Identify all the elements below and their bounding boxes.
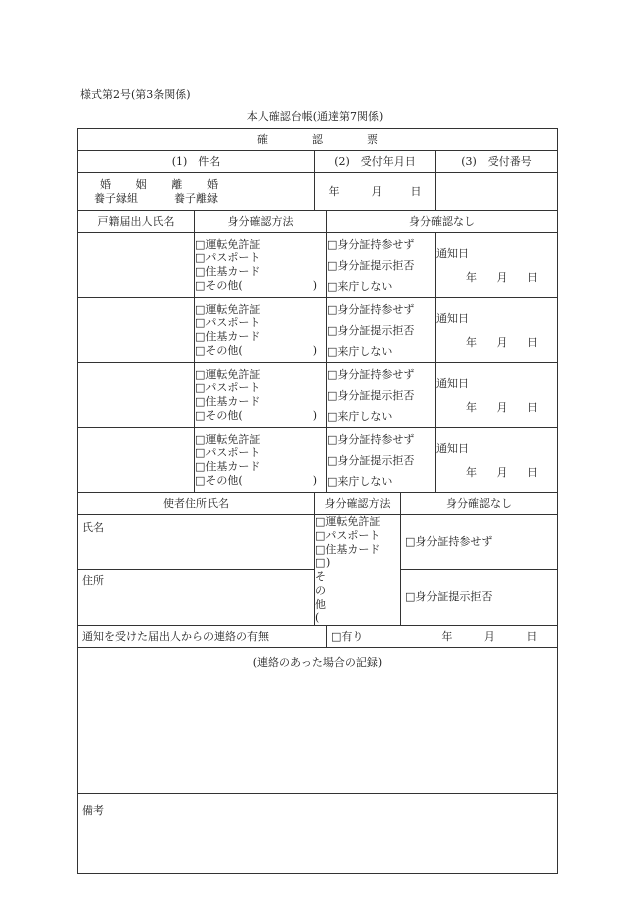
method-checklist: □運転免許証 □パスポート □住基カード □その他( ) [195, 363, 327, 428]
method-checklist: □運転免許証 □パスポート □住基カード □その他( ) [195, 428, 327, 493]
subject-header: (1) 件名 [78, 151, 315, 173]
notice-date-cell: 通知日 年 月 日 [436, 233, 558, 298]
messenger-method-checklist: □運転免許証 □パスポート □住基カード □その他( ) [315, 515, 401, 626]
messenger-none-2: □身分証提示拒否 [401, 569, 558, 625]
confirmation-table [77, 128, 558, 874]
notice-date-cell: 通知日 年 月 日 [436, 363, 558, 428]
remarks-cell[interactable]: 備考 [78, 794, 558, 874]
form-id: 様式第2号(第3条関係) [80, 88, 191, 101]
messenger-none-1: □身分証持参せず [401, 515, 558, 570]
messenger-header: 使者住所氏名 [78, 493, 315, 515]
none-checklist: □身分証持参せず □身分証提示拒否 □来庁しない [327, 428, 436, 493]
none-header: 身分確認なし [327, 211, 558, 233]
method-checklist: □運転免許証 □パスポート □住基カード □その他( ) [195, 233, 327, 298]
contact-label: 通知を受けた届出人からの連絡の有無 [78, 626, 327, 648]
notice-date-cell: 通知日 年 月 日 [436, 298, 558, 363]
notifier-name-cell[interactable] [78, 363, 195, 428]
none-checklist: □身分証持参せず □身分証提示拒否 □来庁しない [327, 298, 436, 363]
messenger-name-cell[interactable]: 氏名 [78, 515, 315, 570]
messenger-method-header: 身分確認方法 [315, 493, 401, 515]
none-checklist: □身分証持参せず □身分証提示拒否 □来庁しない [327, 363, 436, 428]
method-checklist: □運転免許証 □パスポート □住基カード □その他( ) [195, 298, 327, 363]
messenger-address-cell[interactable]: 住所 [78, 569, 315, 625]
notifier-header: 戸籍届出人氏名 [78, 211, 195, 233]
receipt-number-cell[interactable] [436, 173, 558, 211]
method-header: 身分確認方法 [195, 211, 327, 233]
contact-record-cell[interactable]: (連絡のあった場合の記録) [78, 648, 558, 794]
receipt-date-cell[interactable]: 年 月 日 [315, 173, 436, 211]
date-header: (2) 受付年月日 [315, 151, 436, 173]
form-title: 本人確認台帳(通達第7関係) [246, 110, 384, 123]
contact-cell[interactable]: □有り 年 月 日 [327, 626, 558, 648]
notifier-name-cell[interactable] [78, 298, 195, 363]
table-heading: 確認票 [78, 129, 558, 151]
messenger-none-header: 身分確認なし [401, 493, 558, 515]
number-header: (3) 受付番号 [436, 151, 558, 173]
contact-yes-checkbox[interactable]: □有り [331, 629, 364, 643]
notice-date-cell: 通知日 年 月 日 [436, 428, 558, 493]
notifier-name-cell[interactable] [78, 428, 195, 493]
none-checklist: □身分証持参せず □身分証提示拒否 □来庁しない [327, 233, 436, 298]
notifier-name-cell[interactable] [78, 233, 195, 298]
subject-cell: 婚 姻 離 婚 養子縁組 養子離縁 [78, 173, 315, 211]
